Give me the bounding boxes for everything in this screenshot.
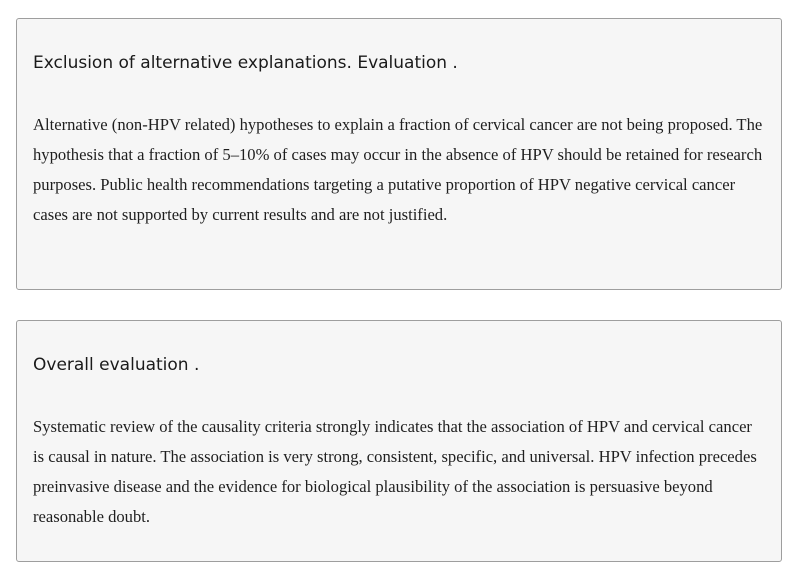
evaluation-box-overall [16,320,782,562]
section-title: Exclusion of alternative explanations. Evaluation . [33,53,458,73]
section-body: Systematic review of the causality criteria strongly indicates that the association of HPV and cervical cancer is causal in nature. The association is very strong, consistent, specific, and universal. HPV infection precedes preinvasive disease and the evidence for biological plausibility of the association is persuasive beyond reasonable doubt. [33,417,757,526]
evaluation-box-exclusion [16,18,782,290]
section-title: Overall evaluation . [33,355,200,375]
section-body: Alternative (non-HPV related) hypotheses to explain a fraction of cervical cancer are not being proposed. The hypothesis that a fraction of 5–10% of cases may occur in the absence of HPV should be retained for research purposes. Public health recommendations targeting a putative proportion of HPV negative cervical cancer cases are not supported by current results and are not justified. [33,115,763,224]
